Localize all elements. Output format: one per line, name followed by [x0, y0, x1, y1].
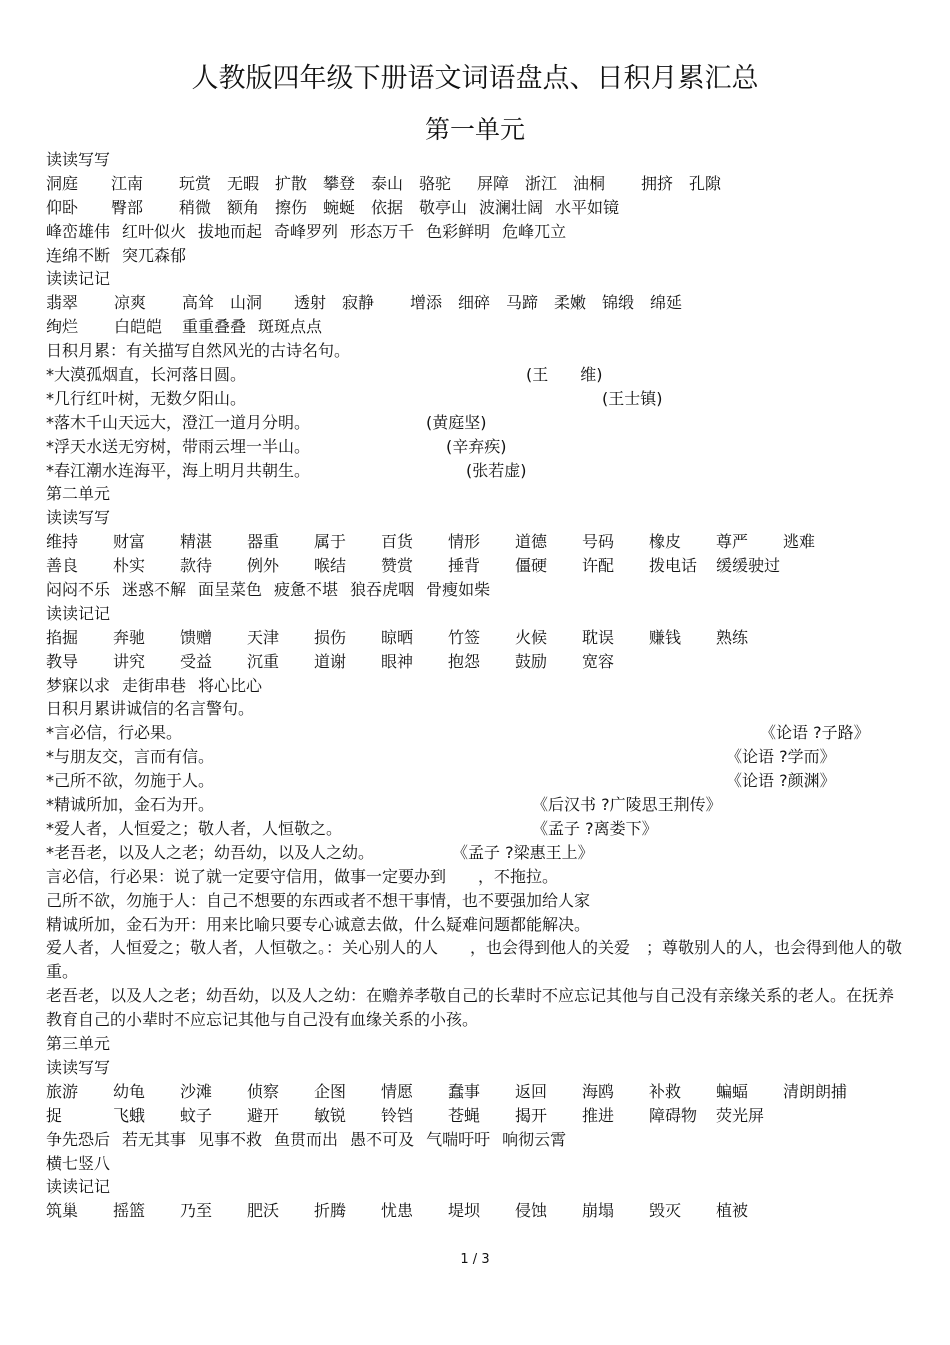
vocab-word: 峰峦雄伟 — [46, 221, 111, 241]
word-row — [46, 1104, 906, 1128]
vocab-word: 拔地而起 — [198, 221, 263, 241]
vocab-word: 障碍物 — [649, 1105, 698, 1125]
word-row — [46, 244, 906, 268]
explanation-paragraph: 老吾老，以及人之老；幼吾幼，以及人之幼：在赡养孝敬自己的长辈时不应忘记其他与自己没有亲缘关系的老人。在抚养教育自己的小辈时不应忘记其他与自己没有血缘关系的小孩。 — [46, 986, 895, 1030]
vocab-word: 耽误 — [582, 627, 615, 647]
vocab-word: 寂静 — [342, 293, 375, 313]
quote-source: (王士镇) — [602, 388, 663, 408]
vocab-word: 号码 — [582, 532, 615, 552]
vocab-word: 宽容 — [582, 651, 615, 671]
word-row — [46, 172, 906, 196]
section-label: 读读写写 — [46, 150, 111, 169]
rjyl-intro: 日积月累讲诚信的名言警句。 — [46, 699, 255, 719]
section-label: 读读记记 — [46, 269, 111, 289]
vocab-word: 损伤 — [314, 627, 347, 647]
vocab-word: 道谢 — [314, 651, 347, 671]
quote-line — [46, 817, 906, 841]
vocab-word: 尊严 — [716, 532, 749, 552]
vocab-word: 江南 — [111, 173, 144, 193]
vocab-word: 翡翠 — [46, 293, 79, 313]
section-label: 读读写写 — [46, 508, 111, 528]
vocab-word: 天津 — [247, 627, 280, 647]
vocab-word: 柔嫩 — [554, 293, 587, 313]
vocab-word: 迷惑不解 — [122, 580, 187, 600]
vocab-word: 精湛 — [180, 532, 213, 552]
vocab-word: 情愿 — [381, 1081, 414, 1101]
page-number: 1 / 3 — [460, 1252, 490, 1267]
explanation-paragraph: 己所不欲，勿施于人：自己不想要的东西或者不想干事情，也不要强加给人家 — [46, 890, 591, 910]
quote-source: 《孟子 ?梁惠王上》 — [452, 842, 594, 862]
vocab-word: 荧光屏 — [716, 1105, 765, 1125]
word-row — [46, 554, 906, 578]
vocab-word: 飞蛾 — [113, 1105, 146, 1125]
vocab-word: 堤坝 — [448, 1201, 481, 1221]
word-row — [46, 291, 906, 315]
vocab-word: 捶背 — [448, 556, 481, 576]
quote-line — [46, 721, 906, 745]
vocab-word: 讲究 — [113, 651, 146, 671]
vocab-word: 赚钱 — [649, 627, 682, 647]
vocab-word: 稍微 — [179, 197, 212, 217]
vocab-word: 赞赏 — [381, 556, 414, 576]
explanation-paragraph: 精诚所加，金石为开：用来比喻只要专心诚意去做，什么疑难问题都能解决。 — [46, 914, 591, 934]
quote-text: *与朋友交，言而有信。 — [46, 747, 215, 767]
vocab-word: 朴实 — [113, 556, 146, 576]
word-list — [46, 172, 906, 268]
word-row — [46, 315, 906, 339]
vocab-word: 山洞 — [230, 293, 263, 313]
vocab-word: 无暇 — [227, 173, 260, 193]
vocab-word: 抱怨 — [448, 651, 481, 671]
vocab-word: 款待 — [180, 556, 213, 576]
vocab-word: 拨电话 — [649, 556, 698, 576]
vocab-word: 面呈菜色 — [198, 580, 263, 600]
vocab-word: 火候 — [515, 627, 548, 647]
quote-line — [46, 387, 906, 411]
quote-line — [46, 363, 906, 387]
vocab-word: 若无其事 — [122, 1129, 187, 1149]
vocab-word: 色彩鲜明 — [426, 221, 491, 241]
vocab-word: 敬亭山 — [419, 197, 468, 217]
vocab-word: 扩散 — [275, 173, 308, 193]
vocab-word: 透射 — [294, 293, 327, 313]
quote-text: *老吾老，以及人之老；幼吾幼，以及人之幼。 — [46, 842, 375, 862]
vocab-word: 奇峰罗列 — [274, 221, 339, 241]
quote-source: (王 维) — [526, 365, 603, 385]
section-label: 读读写写 — [46, 1057, 111, 1077]
vocab-word: 骨瘦如柴 — [426, 580, 491, 600]
quote-line — [46, 411, 906, 435]
document-body — [46, 148, 906, 1223]
quote-line — [46, 459, 906, 483]
vocab-word: 海鸥 — [582, 1081, 615, 1101]
vocab-word: 横七竖八 — [46, 1153, 111, 1173]
vocab-word: 竹签 — [448, 627, 481, 647]
vocab-word: 幼龟 — [113, 1081, 146, 1101]
vocab-word: 洞庭 — [46, 173, 79, 193]
vocab-word: 危峰兀立 — [502, 221, 567, 241]
vocab-word: 铃铛 — [381, 1105, 414, 1125]
word-row — [46, 530, 906, 554]
vocab-word: 攀登 — [323, 173, 356, 193]
quote-source: (辛弃疾) — [446, 436, 507, 456]
vocab-word: 水平如镜 — [555, 197, 620, 217]
vocab-word: 返回 — [515, 1081, 548, 1101]
word-list — [46, 291, 906, 339]
vocab-word: 擦伤 — [275, 197, 308, 217]
vocab-word: 沙滩 — [180, 1081, 213, 1101]
vocab-word: 将心比心 — [198, 675, 263, 695]
vocab-word: 增添 — [410, 293, 443, 313]
vocab-word: 孔隙 — [689, 173, 722, 193]
vocab-word: 僵硬 — [515, 556, 548, 576]
word-list — [46, 626, 906, 698]
quote-source: 《论语 ?颜渊》 — [726, 771, 836, 791]
word-row — [46, 196, 906, 220]
vocab-word: 愚不可及 — [350, 1129, 415, 1149]
vocab-word: 高耸 — [182, 293, 215, 313]
vocab-word: 揭开 — [515, 1105, 548, 1125]
unit1-heading: 第一单元 — [424, 115, 525, 144]
vocab-word: 连绵不断 — [46, 245, 111, 265]
vocab-word: 财富 — [113, 532, 146, 552]
vocab-word: 毁灭 — [649, 1201, 682, 1221]
quote-source: 《论语 ?学而》 — [726, 747, 836, 767]
vocab-word: 骆驼 — [419, 173, 452, 193]
section-label: 读读记记 — [46, 1177, 111, 1197]
vocab-word: 避开 — [247, 1105, 280, 1125]
quote-source: 《后汉书 ?广陵思王荆传》 — [532, 795, 722, 815]
word-row — [46, 626, 906, 650]
vocab-word: 闷闷不乐 — [46, 580, 111, 600]
quote-text: *大漠孤烟直，长河落日圆。 — [46, 365, 247, 385]
quote-text: *浮天水送无穷树，带雨云埋一半山。 — [46, 436, 311, 456]
quote-source: (黄庭坚) — [426, 412, 487, 432]
vocab-word: 锦缎 — [602, 293, 635, 313]
vocab-word: 鼓励 — [515, 651, 548, 671]
vocab-word: 眼神 — [381, 651, 414, 671]
vocab-word: 敏锐 — [314, 1105, 347, 1125]
vocab-word: 植被 — [716, 1201, 749, 1221]
vocab-word: 波澜壮阔 — [479, 197, 544, 217]
vocab-word: 鱼贯而出 — [274, 1129, 339, 1149]
vocab-word: 重重叠叠 — [182, 317, 247, 337]
vocab-word: 晾晒 — [381, 627, 414, 647]
vocab-word: 见事不救 — [198, 1129, 263, 1149]
page-title: 人教版四年级下册语文词语盘点、日积月累汇总 — [191, 63, 759, 94]
vocab-word: 侵蚀 — [515, 1201, 548, 1221]
quote-list — [46, 721, 906, 864]
vocab-word: 肥沃 — [247, 1201, 280, 1221]
vocab-word: 崩塌 — [582, 1201, 615, 1221]
vocab-word: 掐掘 — [46, 627, 79, 647]
word-list — [46, 1199, 906, 1223]
vocab-word: 维持 — [46, 532, 79, 552]
vocab-word: 马蹄 — [506, 293, 539, 313]
vocab-word: 蜿蜒 — [323, 197, 356, 217]
word-row — [46, 578, 906, 602]
vocab-word: 臀部 — [111, 197, 144, 217]
unit3-heading: 第三单元 — [46, 1034, 111, 1054]
rjyl-intro: 日积月累：有关描写自然风光的古诗名句。 — [46, 341, 351, 361]
vocab-word: 许配 — [582, 556, 615, 576]
explanation-paragraph: 言必信，行必果：说了就一定要守信用，做事一定要办到 ，不拖拉。 — [46, 866, 559, 886]
vocab-word: 屏障 — [477, 173, 510, 193]
quote-line — [46, 793, 906, 817]
word-row — [46, 674, 906, 698]
vocab-word: 清朗朗捕 — [783, 1081, 848, 1101]
vocab-word: 奔驰 — [113, 627, 146, 647]
quote-text: *爱人者，人恒爱之；敬人者，人恒敬之。 — [46, 818, 343, 838]
explanation-list — [46, 865, 906, 1032]
vocab-word: 沉重 — [247, 651, 280, 671]
vocab-word: 百货 — [381, 532, 414, 552]
quote-text: *精诚所加，金石为开。 — [46, 795, 215, 815]
word-row — [46, 1199, 906, 1223]
vocab-word: 馈赠 — [180, 627, 213, 647]
vocab-word: 橡皮 — [649, 532, 682, 552]
quote-text: *落木千山天远大，澄江一道月分明。 — [46, 412, 311, 432]
vocab-word: 形态万千 — [350, 221, 415, 241]
vocab-word: 侦察 — [247, 1081, 280, 1101]
quote-text: *几行红叶树，无数夕阳山。 — [46, 388, 247, 408]
vocab-word: 凉爽 — [114, 293, 147, 313]
quote-source: 《孟子 ?离娄下》 — [532, 818, 658, 838]
vocab-word: 泰山 — [371, 173, 404, 193]
vocab-word: 乃至 — [180, 1201, 213, 1221]
word-row — [46, 1152, 906, 1176]
quote-text: *春江潮水连海平，海上明月共朝生。 — [46, 460, 311, 480]
word-row — [46, 650, 906, 674]
quote-line — [46, 745, 906, 769]
vocab-word: 忧患 — [381, 1201, 414, 1221]
vocab-word: 教导 — [46, 651, 79, 671]
unit2-heading: 第二单元 — [46, 484, 111, 504]
vocab-word: 突兀森郁 — [122, 245, 187, 265]
word-list — [46, 530, 906, 602]
vocab-word: 例外 — [247, 556, 280, 576]
vocab-word: 拥挤 — [641, 173, 674, 193]
word-row — [46, 220, 906, 244]
vocab-word: 额角 — [227, 197, 260, 217]
vocab-word: 细碎 — [458, 293, 491, 313]
vocab-word: 推进 — [582, 1105, 615, 1125]
quote-list — [46, 363, 906, 482]
vocab-word: 补救 — [649, 1081, 682, 1101]
vocab-word: 梦寐以求 — [46, 675, 111, 695]
vocab-word: 逃难 — [783, 532, 816, 552]
vocab-word: 捉 — [46, 1105, 63, 1125]
vocab-word: 缓缓驶过 — [716, 556, 781, 576]
quote-source: 《论语 ?子路》 — [760, 723, 870, 743]
vocab-word: 仰卧 — [46, 197, 79, 217]
word-row — [46, 1080, 906, 1104]
vocab-word: 疲惫不堪 — [274, 580, 339, 600]
quote-line — [46, 435, 906, 459]
vocab-word: 企图 — [314, 1081, 347, 1101]
vocab-word: 气喘吁吁 — [426, 1129, 491, 1149]
vocab-word: 狼吞虎咽 — [350, 580, 415, 600]
vocab-word: 走街串巷 — [122, 675, 187, 695]
vocab-word: 争先恐后 — [46, 1129, 111, 1149]
vocab-word: 红叶似火 — [122, 221, 187, 241]
vocab-word: 属于 — [314, 532, 347, 552]
vocab-word: 旅游 — [46, 1081, 79, 1101]
vocab-word: 善良 — [46, 556, 79, 576]
word-row — [46, 1128, 906, 1152]
vocab-word: 受益 — [180, 651, 213, 671]
vocab-word: 斑斑点点 — [258, 317, 323, 337]
vocab-word: 白皑皑 — [114, 317, 163, 337]
vocab-word: 绚烂 — [46, 317, 79, 337]
quote-text: *己所不欲，勿施于人。 — [46, 771, 215, 791]
quote-line — [46, 841, 906, 865]
vocab-word: 响彻云霄 — [502, 1129, 567, 1149]
vocab-word: 依据 — [371, 197, 404, 217]
vocab-word: 筑巢 — [46, 1201, 79, 1221]
vocab-word: 苍蝇 — [448, 1105, 481, 1125]
quote-text: *言必信，行必果。 — [46, 723, 183, 743]
vocab-word: 道德 — [515, 532, 548, 552]
vocab-word: 绵延 — [650, 293, 683, 313]
vocab-word: 摇篮 — [113, 1201, 146, 1221]
vocab-word: 蠢事 — [448, 1081, 481, 1101]
quote-source: (张若虚) — [466, 460, 527, 480]
vocab-word: 玩赏 — [179, 173, 212, 193]
vocab-word: 油桐 — [573, 173, 606, 193]
word-list — [46, 1080, 906, 1176]
vocab-word: 情形 — [448, 532, 481, 552]
vocab-word: 蝙蝠 — [716, 1081, 749, 1101]
vocab-word: 熟练 — [716, 627, 749, 647]
vocab-word: 蚊子 — [180, 1105, 213, 1125]
vocab-word: 折腾 — [314, 1201, 347, 1221]
explanation-paragraph: 爱人者，人恒爱之；敬人者，人恒敬之。：关心别人的人 ，也会得到他人的关爱 ；尊敬别人的人，也会得到他人的敬重。 — [46, 938, 903, 982]
vocab-word: 喉结 — [314, 556, 347, 576]
vocab-word: 器重 — [247, 532, 280, 552]
section-label: 读读记记 — [46, 603, 111, 623]
quote-line — [46, 769, 906, 793]
vocab-word: 浙江 — [525, 173, 558, 193]
